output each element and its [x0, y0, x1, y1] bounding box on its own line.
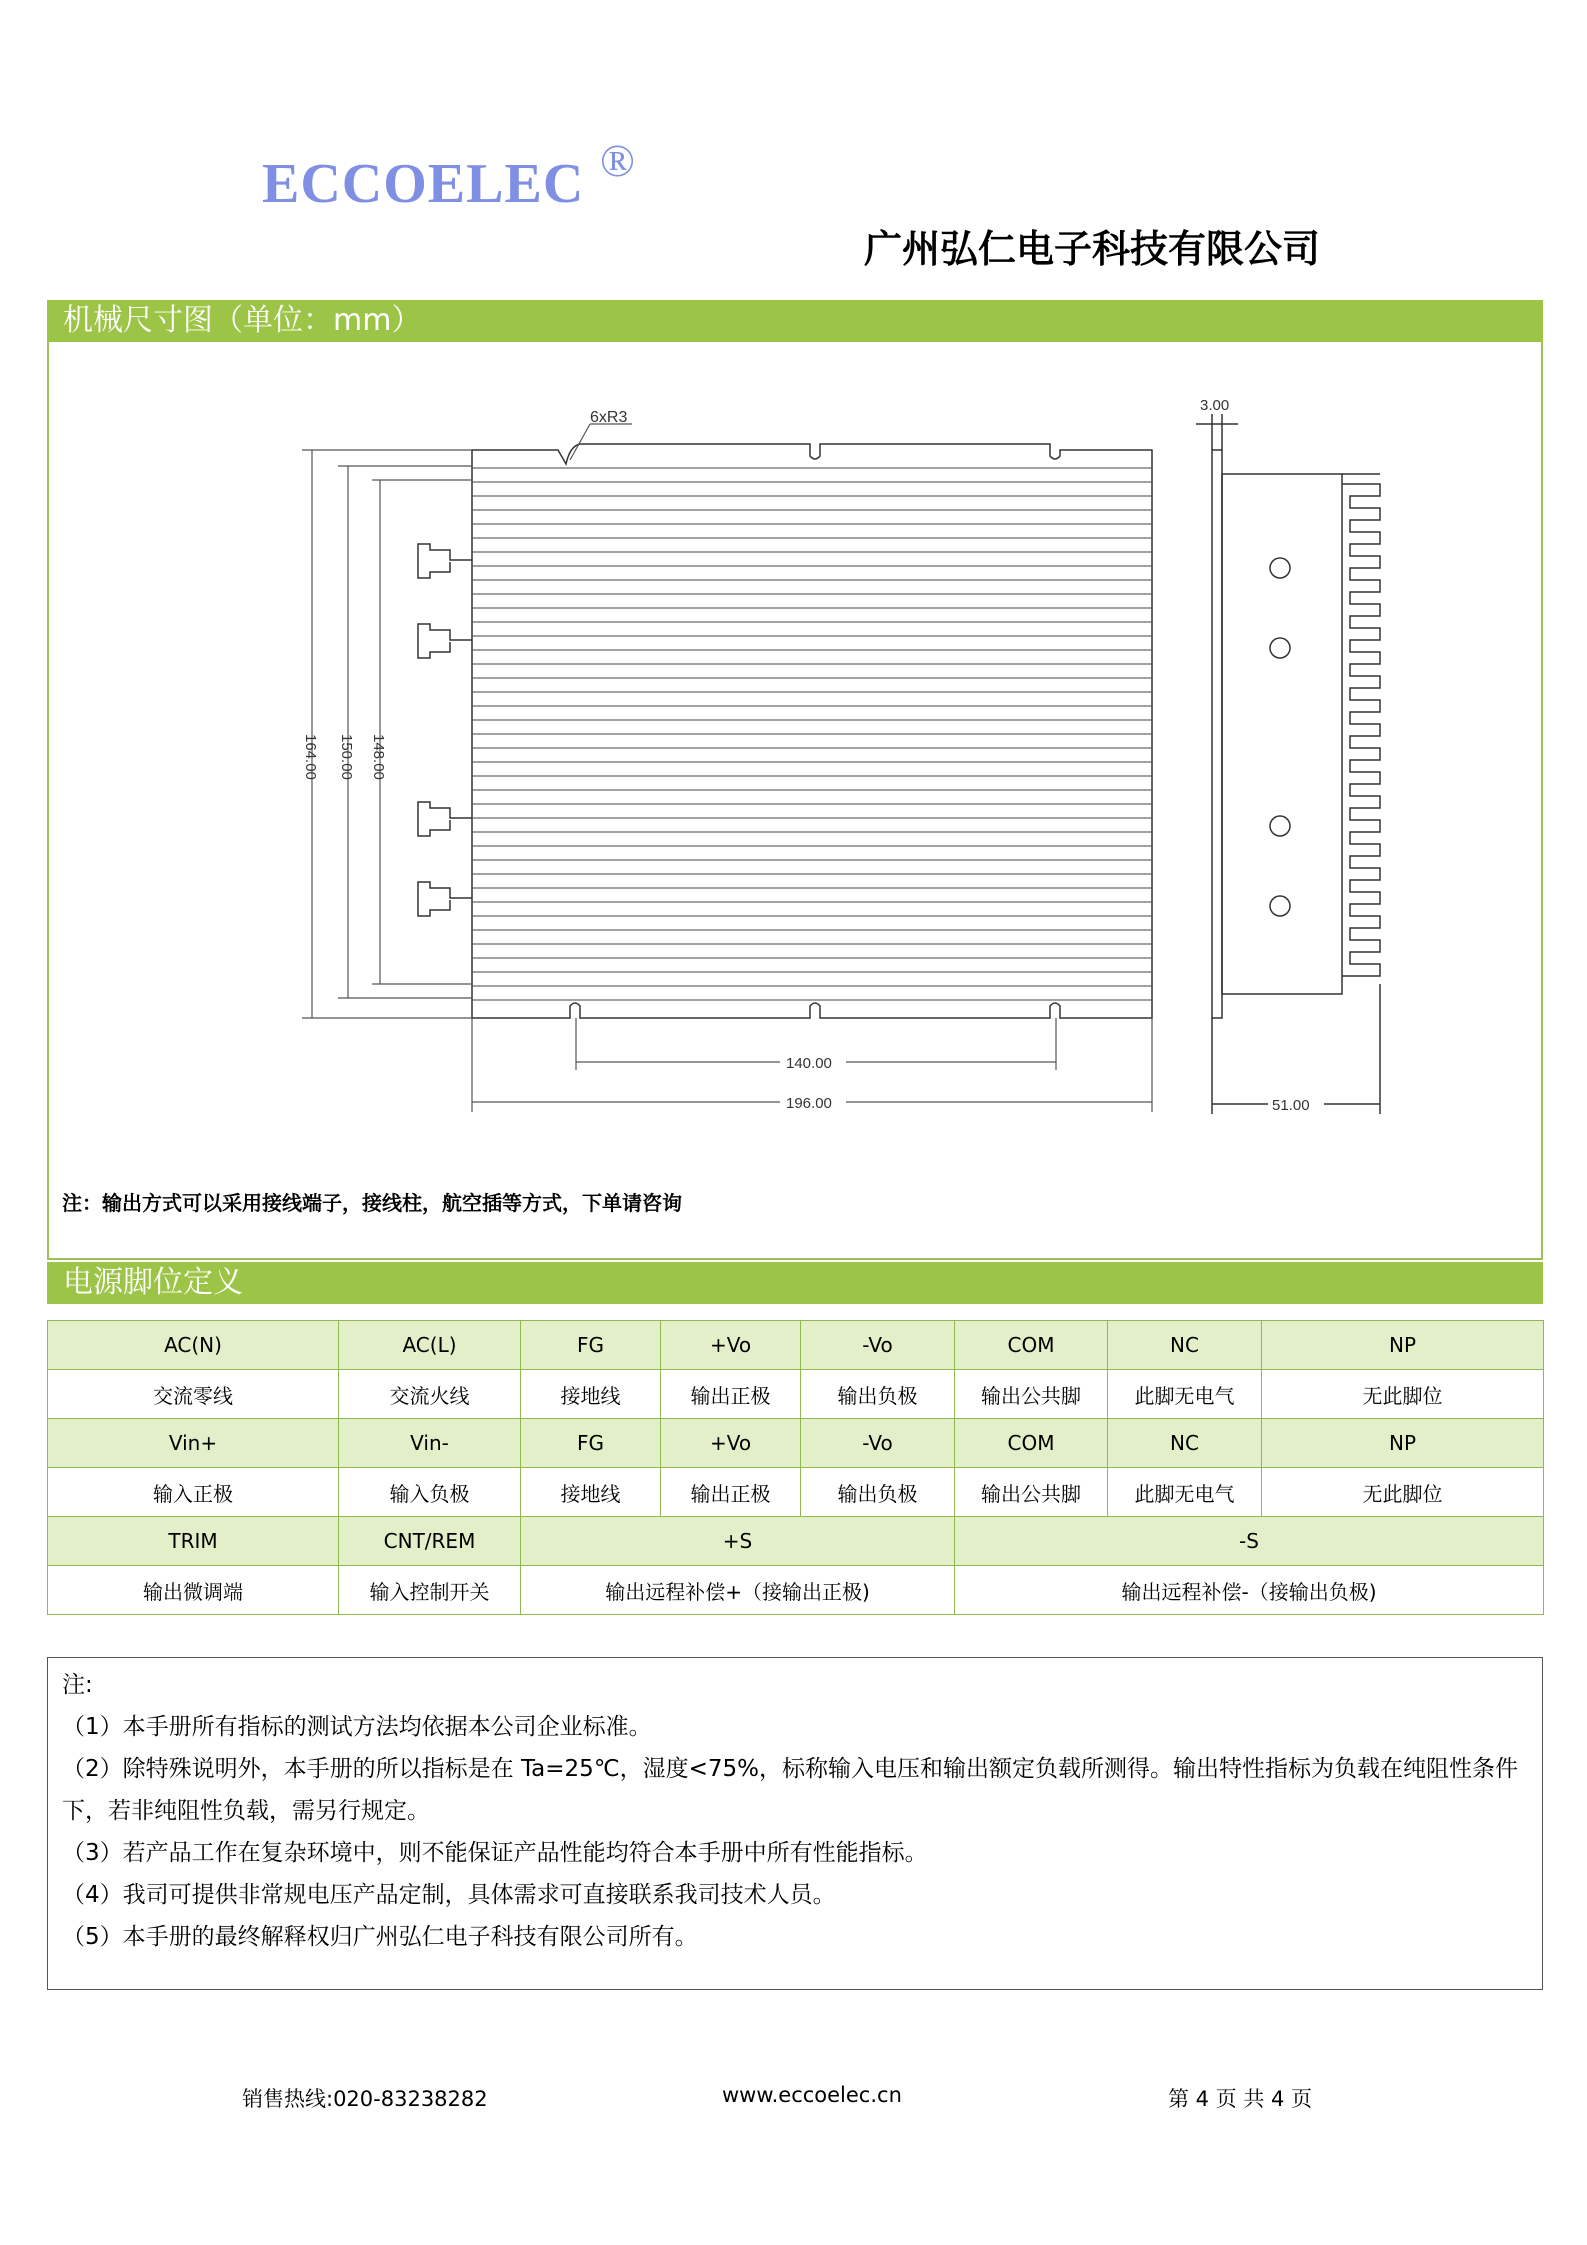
note-item: （4）我司可提供非常规电压产品定制，具体需求可直接联系我司技术人员。: [62, 1882, 836, 1908]
mechanical-drawing: [280, 384, 1410, 1124]
pin-desc-cell: 输出远程补偿-（接输出负极): [955, 1566, 1544, 1615]
pin-cell: TRIM: [48, 1517, 339, 1566]
dim-radius: 6xR3: [590, 409, 628, 426]
table-row: [48, 1321, 1544, 1370]
module-side-view: [1196, 414, 1380, 1114]
pin-desc-cell: 输出公共脚: [955, 1468, 1108, 1517]
pin-cell: Vin+: [48, 1419, 339, 1468]
pin-desc-cell: 输出负极: [801, 1370, 955, 1419]
note-item: （5）本手册的最终解释权归广州弘仁电子科技有限公司所有。: [62, 1924, 698, 1950]
pin-desc-cell: 接地线: [521, 1468, 661, 1517]
brand-logo: ECCOELEC: [262, 153, 585, 215]
dim-w140: 140.00: [786, 1055, 832, 1072]
radius-leader: [570, 424, 632, 460]
sales-hotline: 销售热线:020-83238282: [242, 2087, 488, 2111]
notes-heading: 注:: [62, 1672, 93, 1698]
pin-desc-cell: 交流火线: [339, 1370, 521, 1419]
pin-desc-cell: 此脚无电气: [1108, 1370, 1262, 1419]
pin-cell: COM: [955, 1321, 1108, 1370]
pin-cell: NP: [1262, 1321, 1544, 1370]
pin-desc-cell: 输出公共脚: [955, 1370, 1108, 1419]
pin-desc-cell: 输出微调端: [48, 1566, 339, 1615]
pin-cell: CNT/REM: [339, 1517, 521, 1566]
pin-desc-cell: 无此脚位: [1262, 1468, 1544, 1517]
table-row: [48, 1517, 1544, 1566]
dim-h164: 164.00: [302, 734, 319, 780]
dim-h148: 148.00: [370, 734, 387, 780]
pin-cell: -Vo: [801, 1321, 955, 1370]
pin-cell: -S: [955, 1517, 1544, 1566]
table-row: [48, 1566, 1544, 1615]
pin-desc-cell: 交流零线: [48, 1370, 339, 1419]
website-link[interactable]: www.eccoelec.cn: [722, 2083, 902, 2107]
dim-h150: 150.00: [338, 734, 355, 780]
note-item: （2）除特殊说明外，本手册的所以指标是在 Ta=25℃，湿度<75%，标称输入电压和输出额定负载所测得。输出特性指标为负载在纯阻性条件下，若非纯阻性负载，需另行规定。: [62, 1756, 1519, 1824]
pin-cell: NP: [1262, 1419, 1544, 1468]
notes-box: [47, 1657, 1543, 1990]
pin-cell: AC(N): [48, 1321, 339, 1370]
dim-w196: 196.00: [786, 1095, 832, 1112]
pin-cell: FG: [521, 1419, 661, 1468]
pin-desc-cell: 输入控制开关: [339, 1566, 521, 1615]
company-name: 广州弘仁电子科技有限公司: [864, 227, 1321, 271]
pin-cell: NC: [1108, 1419, 1262, 1468]
output-method-note: 注：输出方式可以采用接线端子，接线柱，航空插等方式，下单请咨询: [62, 1191, 682, 1215]
registered-mark: ®: [600, 135, 635, 186]
pin-cell: FG: [521, 1321, 661, 1370]
dim-thickness: 3.00: [1200, 397, 1230, 414]
pins-title: 电源脚位定义: [47, 1262, 1543, 1304]
mechanical-title: 机械尺寸图（单位：mm）: [47, 300, 1543, 342]
pin-cell: COM: [955, 1419, 1108, 1468]
pin-cell: NC: [1108, 1321, 1262, 1370]
pin-desc-cell: 接地线: [521, 1370, 661, 1419]
pin-desc-cell: 输入负极: [339, 1468, 521, 1517]
pin-desc-cell: 输出远程补偿+（接输出正极): [521, 1566, 955, 1615]
table-row: [48, 1370, 1544, 1419]
pin-desc-cell: 此脚无电气: [1108, 1468, 1262, 1517]
pin-cell: Vin-: [339, 1419, 521, 1468]
pin-desc-cell: 输出正极: [661, 1370, 801, 1419]
pin-cell: AC(L): [339, 1321, 521, 1370]
module-front-view: [418, 444, 1152, 1018]
pin-desc-cell: 输出负极: [801, 1468, 955, 1517]
dim-d51: 51.00: [1272, 1097, 1310, 1114]
note-item: （3）若产品工作在复杂环境中，则不能保证产品性能均符合本手册中所有性能指标。: [62, 1840, 928, 1866]
pin-cell: +Vo: [661, 1321, 801, 1370]
connector-posts: [418, 544, 472, 916]
pin-cell: +Vo: [661, 1419, 801, 1468]
pin-cell: +S: [521, 1517, 955, 1566]
table-row: [48, 1419, 1544, 1468]
pin-desc-cell: 输入正极: [48, 1468, 339, 1517]
pin-desc-cell: 输出正极: [661, 1468, 801, 1517]
note-item: （1）本手册所有指标的测试方法均依据本公司企业标准。: [62, 1714, 652, 1740]
pin-cell: -Vo: [801, 1419, 955, 1468]
pin-definition-table: [47, 1320, 1544, 1615]
page-number: 第 4 页 共 4 页: [1168, 2087, 1313, 2111]
table-row: [48, 1468, 1544, 1517]
pin-desc-cell: 无此脚位: [1262, 1370, 1544, 1419]
